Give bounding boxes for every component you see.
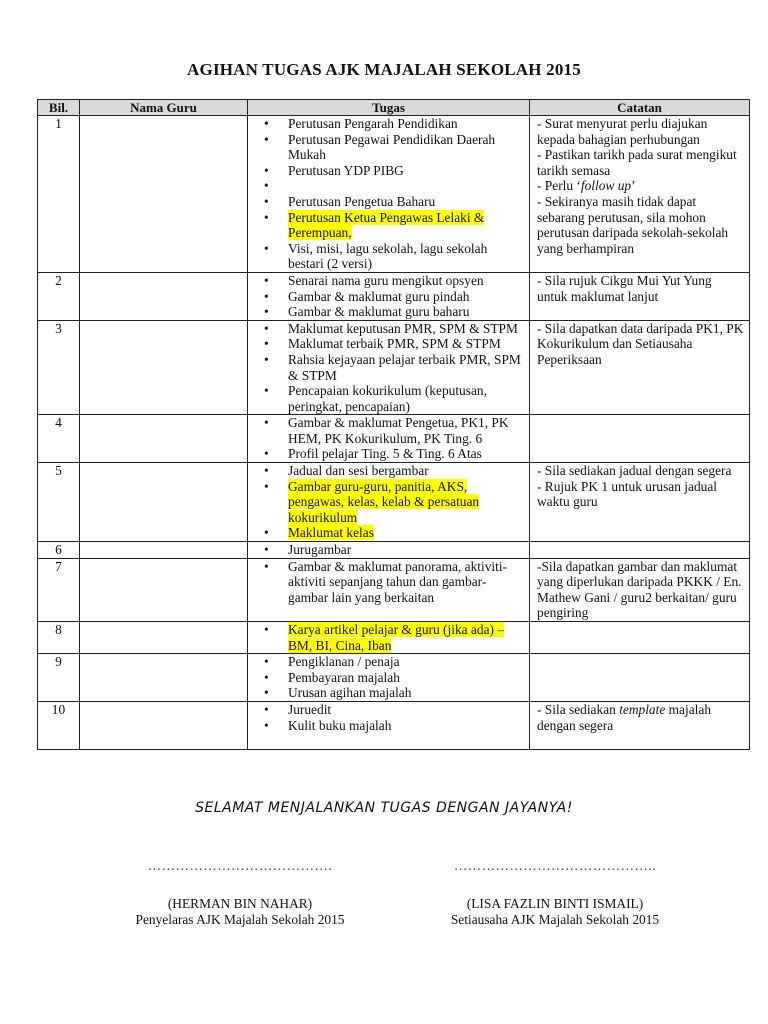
nama-guru-cell bbox=[80, 415, 248, 463]
tugas-cell bbox=[248, 701, 530, 749]
signature-block-secretary bbox=[415, 858, 695, 928]
task-item: • Maklumat keputusan PMR, SPM & STPM bbox=[288, 321, 525, 337]
table-row bbox=[38, 116, 750, 273]
note-line: - Sila sediakan jadual dengan segera bbox=[537, 463, 732, 479]
header-bil: Bil. bbox=[38, 100, 80, 116]
catatan-cell bbox=[530, 272, 750, 320]
signature-line: …………………………………….. bbox=[453, 858, 657, 873]
tugas-cell bbox=[248, 542, 530, 559]
table-row bbox=[38, 415, 750, 463]
note-line: - Sila rujuk Cikgu Mui Yut Yung untuk maklumat lanjut bbox=[537, 272, 712, 304]
note-line bbox=[537, 733, 745, 749]
catatan-cell bbox=[530, 463, 750, 542]
task-item bbox=[288, 210, 525, 241]
signature-line: …………………………………. bbox=[147, 858, 333, 873]
tugas-cell bbox=[248, 415, 530, 463]
task-item: • Pembayaran majalah bbox=[288, 670, 525, 686]
task-item: • Gambar & maklumat guru pindah bbox=[288, 289, 525, 305]
task-item: • Perutusan Pengarah Pendidikan bbox=[288, 116, 525, 132]
task-item: • Gambar & maklumat guru baharu bbox=[288, 304, 525, 320]
highlighted-text: Gambar guru-guru, panitia, AKS, pengawas, kelas, kelab & persatuan kokurikulum bbox=[288, 478, 480, 525]
task-item: • Perutusan Pegawai Pendidikan Daerah Mukah bbox=[288, 132, 525, 163]
task-item: • Urusan agihan majalah bbox=[288, 685, 525, 701]
row-number: 8 bbox=[38, 622, 80, 654]
table-row bbox=[38, 701, 750, 749]
nama-guru-cell bbox=[80, 542, 248, 559]
catatan-cell bbox=[530, 622, 750, 654]
tugas-cell bbox=[248, 654, 530, 702]
nama-guru-cell bbox=[80, 622, 248, 654]
tugas-cell bbox=[248, 320, 530, 415]
signatory-role: Penyelaras AJK Majalah Sekolah 2015 bbox=[135, 912, 345, 927]
signatory-name: (LISA FAZLIN BINTI ISMAIL) bbox=[466, 896, 644, 911]
task-item: • Jurugambar bbox=[288, 542, 525, 558]
note-line: - Rujuk PK 1 untuk urusan jadual waktu guru bbox=[537, 478, 718, 510]
task-table bbox=[37, 99, 750, 750]
highlighted-text: Maklumat kelas bbox=[288, 525, 374, 541]
nama-guru-cell bbox=[80, 558, 248, 621]
nama-guru-cell bbox=[80, 654, 248, 702]
nama-guru-cell bbox=[80, 116, 248, 273]
row-number: 1 bbox=[38, 116, 80, 273]
nama-guru-cell bbox=[80, 701, 248, 749]
task-item: • Senarai nama guru mengikut opsyen bbox=[288, 273, 525, 289]
note-line: - Pastikan tarikh pada surat mengikut tarikh semasa bbox=[537, 147, 737, 178]
closing-message: SELAMAT MENJALANKAN TUGAS DENGAN JAYANYA! bbox=[195, 800, 573, 816]
signature-block-coordinator bbox=[100, 858, 380, 928]
task-item: • Visi, misi, lagu sekolah, lagu sekolah bestari (2 versi) bbox=[288, 241, 525, 272]
table-row bbox=[38, 558, 750, 621]
task-item: • Pengiklanan / penaja bbox=[288, 654, 525, 670]
table-row bbox=[38, 463, 750, 542]
task-item: • Juruedit bbox=[288, 702, 525, 718]
row-number: 4 bbox=[38, 415, 80, 463]
signatory-name: (HERMAN BIN NAHAR) bbox=[167, 896, 313, 911]
note-line: - Surat menyurat perlu diajukan kepada bahagian perhubungan bbox=[537, 116, 708, 147]
task-item: • Profil pelajar Ting. 5 & Ting. 6 Atas bbox=[288, 446, 525, 462]
task-item: • Jadual dan sesi bergambar bbox=[288, 463, 525, 479]
row-number: 10 bbox=[38, 701, 80, 749]
task-item: • Gambar & maklumat panorama, aktiviti-aktiviti sepanjang tahun dan gambar-gambar lain yang berkaitan bbox=[288, 559, 525, 606]
note-line: - Perlu ‘follow up’ bbox=[537, 178, 636, 194]
catatan-cell bbox=[530, 654, 750, 702]
row-number: 9 bbox=[38, 654, 80, 702]
table-row bbox=[38, 654, 750, 702]
highlighted-text: Karya artikel pelajar & guru (jika ada) – BM, BI, Cina, Iban bbox=[288, 622, 505, 653]
tugas-cell bbox=[248, 558, 530, 621]
task-item: • Perutusan Pengetua Baharu bbox=[288, 194, 525, 210]
signatory-role: Setiausaha AJK Majalah Sekolah 2015 bbox=[450, 912, 660, 927]
highlighted-text: Perutusan Ketua Pengawas Lelaki & Perempuan, bbox=[288, 209, 485, 241]
task-item-empty bbox=[288, 178, 525, 194]
document-title: AGIHAN TUGAS AJK MAJALAH SEKOLAH 2015 bbox=[187, 60, 581, 79]
note-line: - Sila sediakan template majalah dengan segera bbox=[537, 701, 712, 733]
table-header-row bbox=[38, 100, 750, 116]
task-item: • Kulit buku majalah bbox=[288, 718, 525, 734]
nama-guru-cell bbox=[80, 272, 248, 320]
catatan-cell bbox=[530, 701, 750, 749]
tugas-cell bbox=[248, 116, 530, 273]
task-item: • Gambar & maklumat Pengetua, PK1, PK HEM, PK Kokurikulum, PK Ting. 6 bbox=[288, 415, 525, 446]
task-item bbox=[288, 479, 525, 526]
catatan-cell bbox=[530, 116, 750, 273]
row-number: 6 bbox=[38, 542, 80, 559]
header-catatan: Catatan bbox=[530, 100, 750, 116]
table-row bbox=[38, 320, 750, 415]
row-number: 3 bbox=[38, 320, 80, 415]
task-item: • Rahsia kejayaan pelajar terbaik PMR, SPM & STPM bbox=[288, 352, 525, 383]
nama-guru-cell bbox=[80, 320, 248, 415]
note-line: - Sekiranya masih tidak dapat sebarang perutusan, sila mohon perutusan daripada sekolah-sekolah yang berhampiran bbox=[537, 193, 729, 256]
note-line: - Sila dapatkan data daripada PK1, PK Kokurikulum dan Setiausaha Peperiksaan bbox=[537, 320, 744, 367]
task-item: • Pencapaian kokurikulum (keputusan, peringkat, pencapaian) bbox=[288, 383, 525, 414]
header-tugas: Tugas bbox=[248, 100, 530, 116]
task-item bbox=[288, 525, 525, 541]
task-item: • Maklumat terbaik PMR, SPM & STPM bbox=[288, 336, 525, 352]
nama-guru-cell bbox=[80, 463, 248, 542]
task-item bbox=[288, 622, 525, 653]
table-row bbox=[38, 622, 750, 654]
row-number: 7 bbox=[38, 558, 80, 621]
table-row bbox=[38, 542, 750, 559]
tugas-cell bbox=[248, 272, 530, 320]
tugas-cell bbox=[248, 622, 530, 654]
task-item: • Perutusan YDP PIBG bbox=[288, 163, 525, 179]
header-nama-guru: Nama Guru bbox=[80, 100, 248, 116]
table-row bbox=[38, 272, 750, 320]
tugas-cell bbox=[248, 463, 530, 542]
catatan-cell bbox=[530, 558, 750, 621]
catatan-cell bbox=[530, 320, 750, 415]
catatan-cell bbox=[530, 542, 750, 559]
catatan-cell bbox=[530, 415, 750, 463]
row-number: 2 bbox=[38, 272, 80, 320]
note-line: -Sila dapatkan gambar dan maklumat yang diperlukan daripada PKKK / En. Mathew Gani / guru2 berkaitan/ guru pengiring bbox=[537, 558, 742, 621]
row-number: 5 bbox=[38, 463, 80, 542]
